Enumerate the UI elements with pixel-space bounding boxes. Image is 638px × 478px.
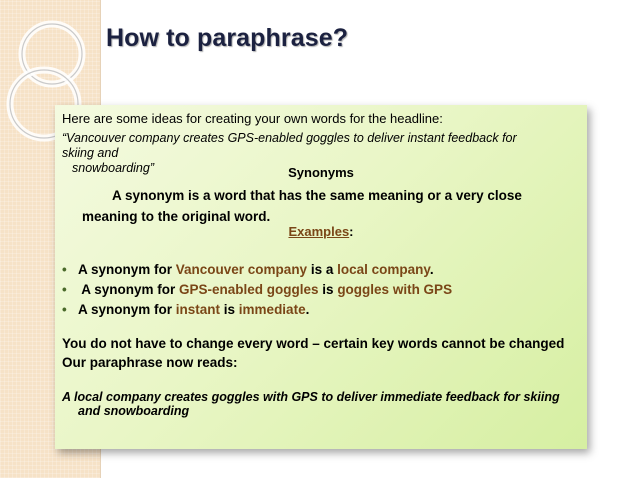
list-item: [62, 260, 452, 280]
bullet-connector: is a: [307, 262, 338, 277]
bullet-prefix: A synonym for: [78, 282, 180, 297]
synonym-phrase: local company: [337, 262, 430, 277]
paraphrase-result: [62, 390, 582, 419]
synonyms-heading: Synonyms: [288, 165, 354, 180]
list-item: [62, 280, 452, 300]
note-paraphrase-intro: Our paraphrase now reads:: [62, 355, 238, 370]
synonym-phrase: immediate: [238, 302, 306, 317]
bullet-prefix: A synonym for: [78, 262, 176, 277]
examples-colon: :: [349, 224, 354, 239]
paraphrase-line-1: A local company creates goggles with GPS to deliver immediate feedback for skiing: [62, 390, 560, 404]
bullet-suffix: .: [429, 262, 434, 277]
note-key-words: You do not have to change every word – certain key words cannot be changed: [62, 336, 565, 351]
original-phrase: GPS-enabled goggles: [179, 282, 319, 297]
list-item: [62, 300, 452, 320]
bullet-prefix: A synonym for: [78, 302, 176, 317]
headline-line-1: “Vancouver company creates GPS-enabled goggles to deliver instant feedback for skiing and: [62, 131, 517, 160]
slide-title: How to paraphrase?: [106, 24, 349, 52]
headline-line-2: snowboarding”: [72, 161, 154, 175]
bullet-connector: is: [318, 282, 338, 297]
bullet-suffix: .: [305, 302, 310, 317]
synonym-definition: A synonym is a word that has the same meaning or a very close meaning to the original word.: [82, 188, 522, 224]
original-phrase: instant: [175, 302, 221, 317]
paraphrase-line-2: and snowboarding: [78, 404, 190, 419]
examples-link[interactable]: Examples: [288, 224, 350, 239]
examples-heading: [55, 224, 587, 240]
synonym-phrase: goggles with GPS: [337, 282, 453, 297]
content-panel: [55, 105, 587, 449]
bullet-connector: is: [220, 302, 239, 317]
original-phrase: Vancouver company: [175, 262, 308, 277]
intro-text: Here are some ideas for creating your own words for the headline:: [62, 111, 443, 126]
synonym-list: [62, 260, 452, 320]
